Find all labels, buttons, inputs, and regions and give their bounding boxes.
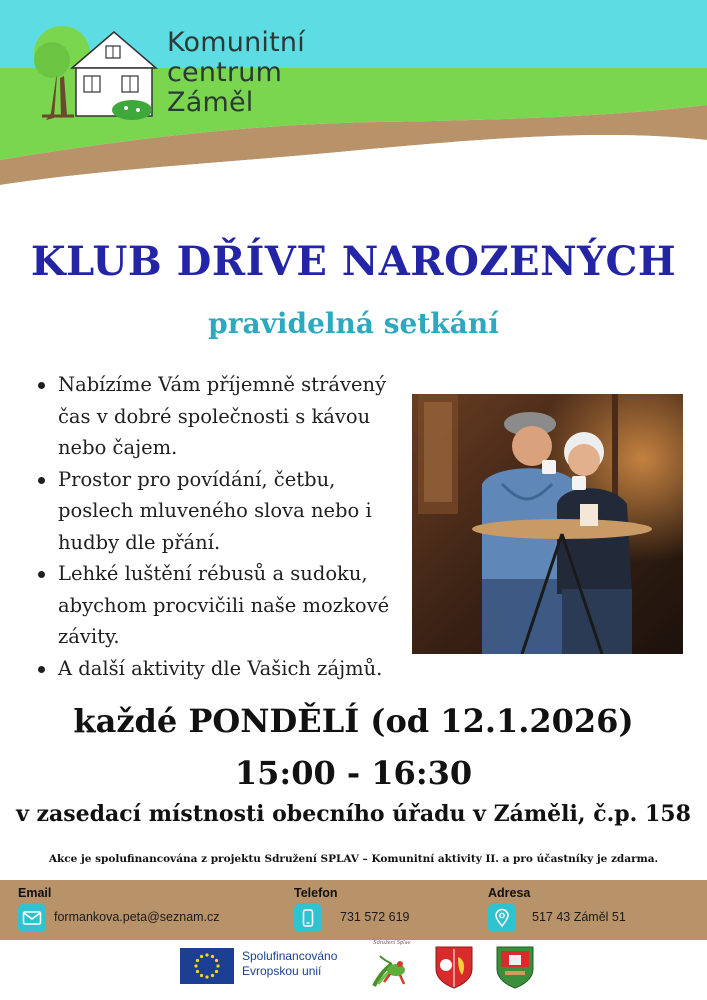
contact-email	[18, 880, 278, 940]
contact-bar	[0, 880, 707, 940]
list-item: Nabízíme Vám příjemně strávený čas v dobré společnosti s kávou nebo čajem.	[36, 369, 404, 464]
header	[0, 0, 707, 200]
envelope-icon	[18, 904, 46, 932]
footer-logos	[0, 940, 707, 1000]
organization-name	[167, 28, 305, 118]
meeting-location: v zasedací místnosti obecního úřadu v Záměli, č.p. 158	[16, 801, 691, 827]
list-item: Lehké luštění rébusů a sudoku, abychom procvičili naše mozkové závity.	[36, 558, 404, 653]
org-name-line-1: Komunitní	[167, 27, 305, 58]
eu-text-line-2: Evropskou unií	[242, 964, 322, 978]
meeting-day: každé PONDĚLÍ (od 12.1.2026)	[73, 702, 634, 740]
municipal-crest-icon	[434, 945, 474, 989]
meeting-time: 15:00 - 16:30	[234, 754, 473, 792]
village-crest-icon	[495, 945, 535, 989]
eu-text-line-1: Spolufinancováno	[242, 949, 338, 963]
page-title: KLUB DŘÍVE NAROZENÝCH	[30, 238, 677, 285]
splav-frog-logo	[370, 944, 414, 988]
contact-phone	[294, 880, 474, 940]
list-item: Prostor pro povídání, četbu, poslech mluveného slova nebo i hudby dle přání.	[36, 464, 404, 559]
activity-list	[36, 369, 404, 684]
email-label: Email	[18, 886, 52, 900]
elderly-couple-coffee-photo	[412, 394, 683, 654]
funding-note: Akce je spolufinancována z projektu Sdružení SPLAV – Komunitní aktivity II. a pro účastníky je zdarma.	[48, 853, 659, 865]
org-name-line-2: centrum	[167, 57, 283, 88]
phone-value[interactable]: 731 572 619	[340, 910, 410, 924]
phone-label: Telefon	[294, 886, 338, 900]
contact-address	[488, 880, 688, 940]
phone-icon	[294, 904, 322, 932]
splav-logo-caption: Sdružení Splav	[373, 940, 411, 946]
list-item: A další aktivity dle Vašich zájmů.	[36, 653, 404, 685]
house-tree-logo	[24, 18, 159, 123]
org-name-line-3: Záměl	[167, 87, 254, 118]
address-value: 517 43 Záměl 51	[532, 910, 626, 924]
page-subtitle: pravidelná setkání	[208, 307, 499, 340]
eu-flag-icon	[180, 948, 234, 984]
location-pin-icon	[488, 904, 516, 932]
eu-cofunded-text	[242, 949, 337, 979]
email-value[interactable]: formankova.peta@seznam.cz	[54, 910, 220, 924]
address-label: Adresa	[488, 886, 531, 900]
